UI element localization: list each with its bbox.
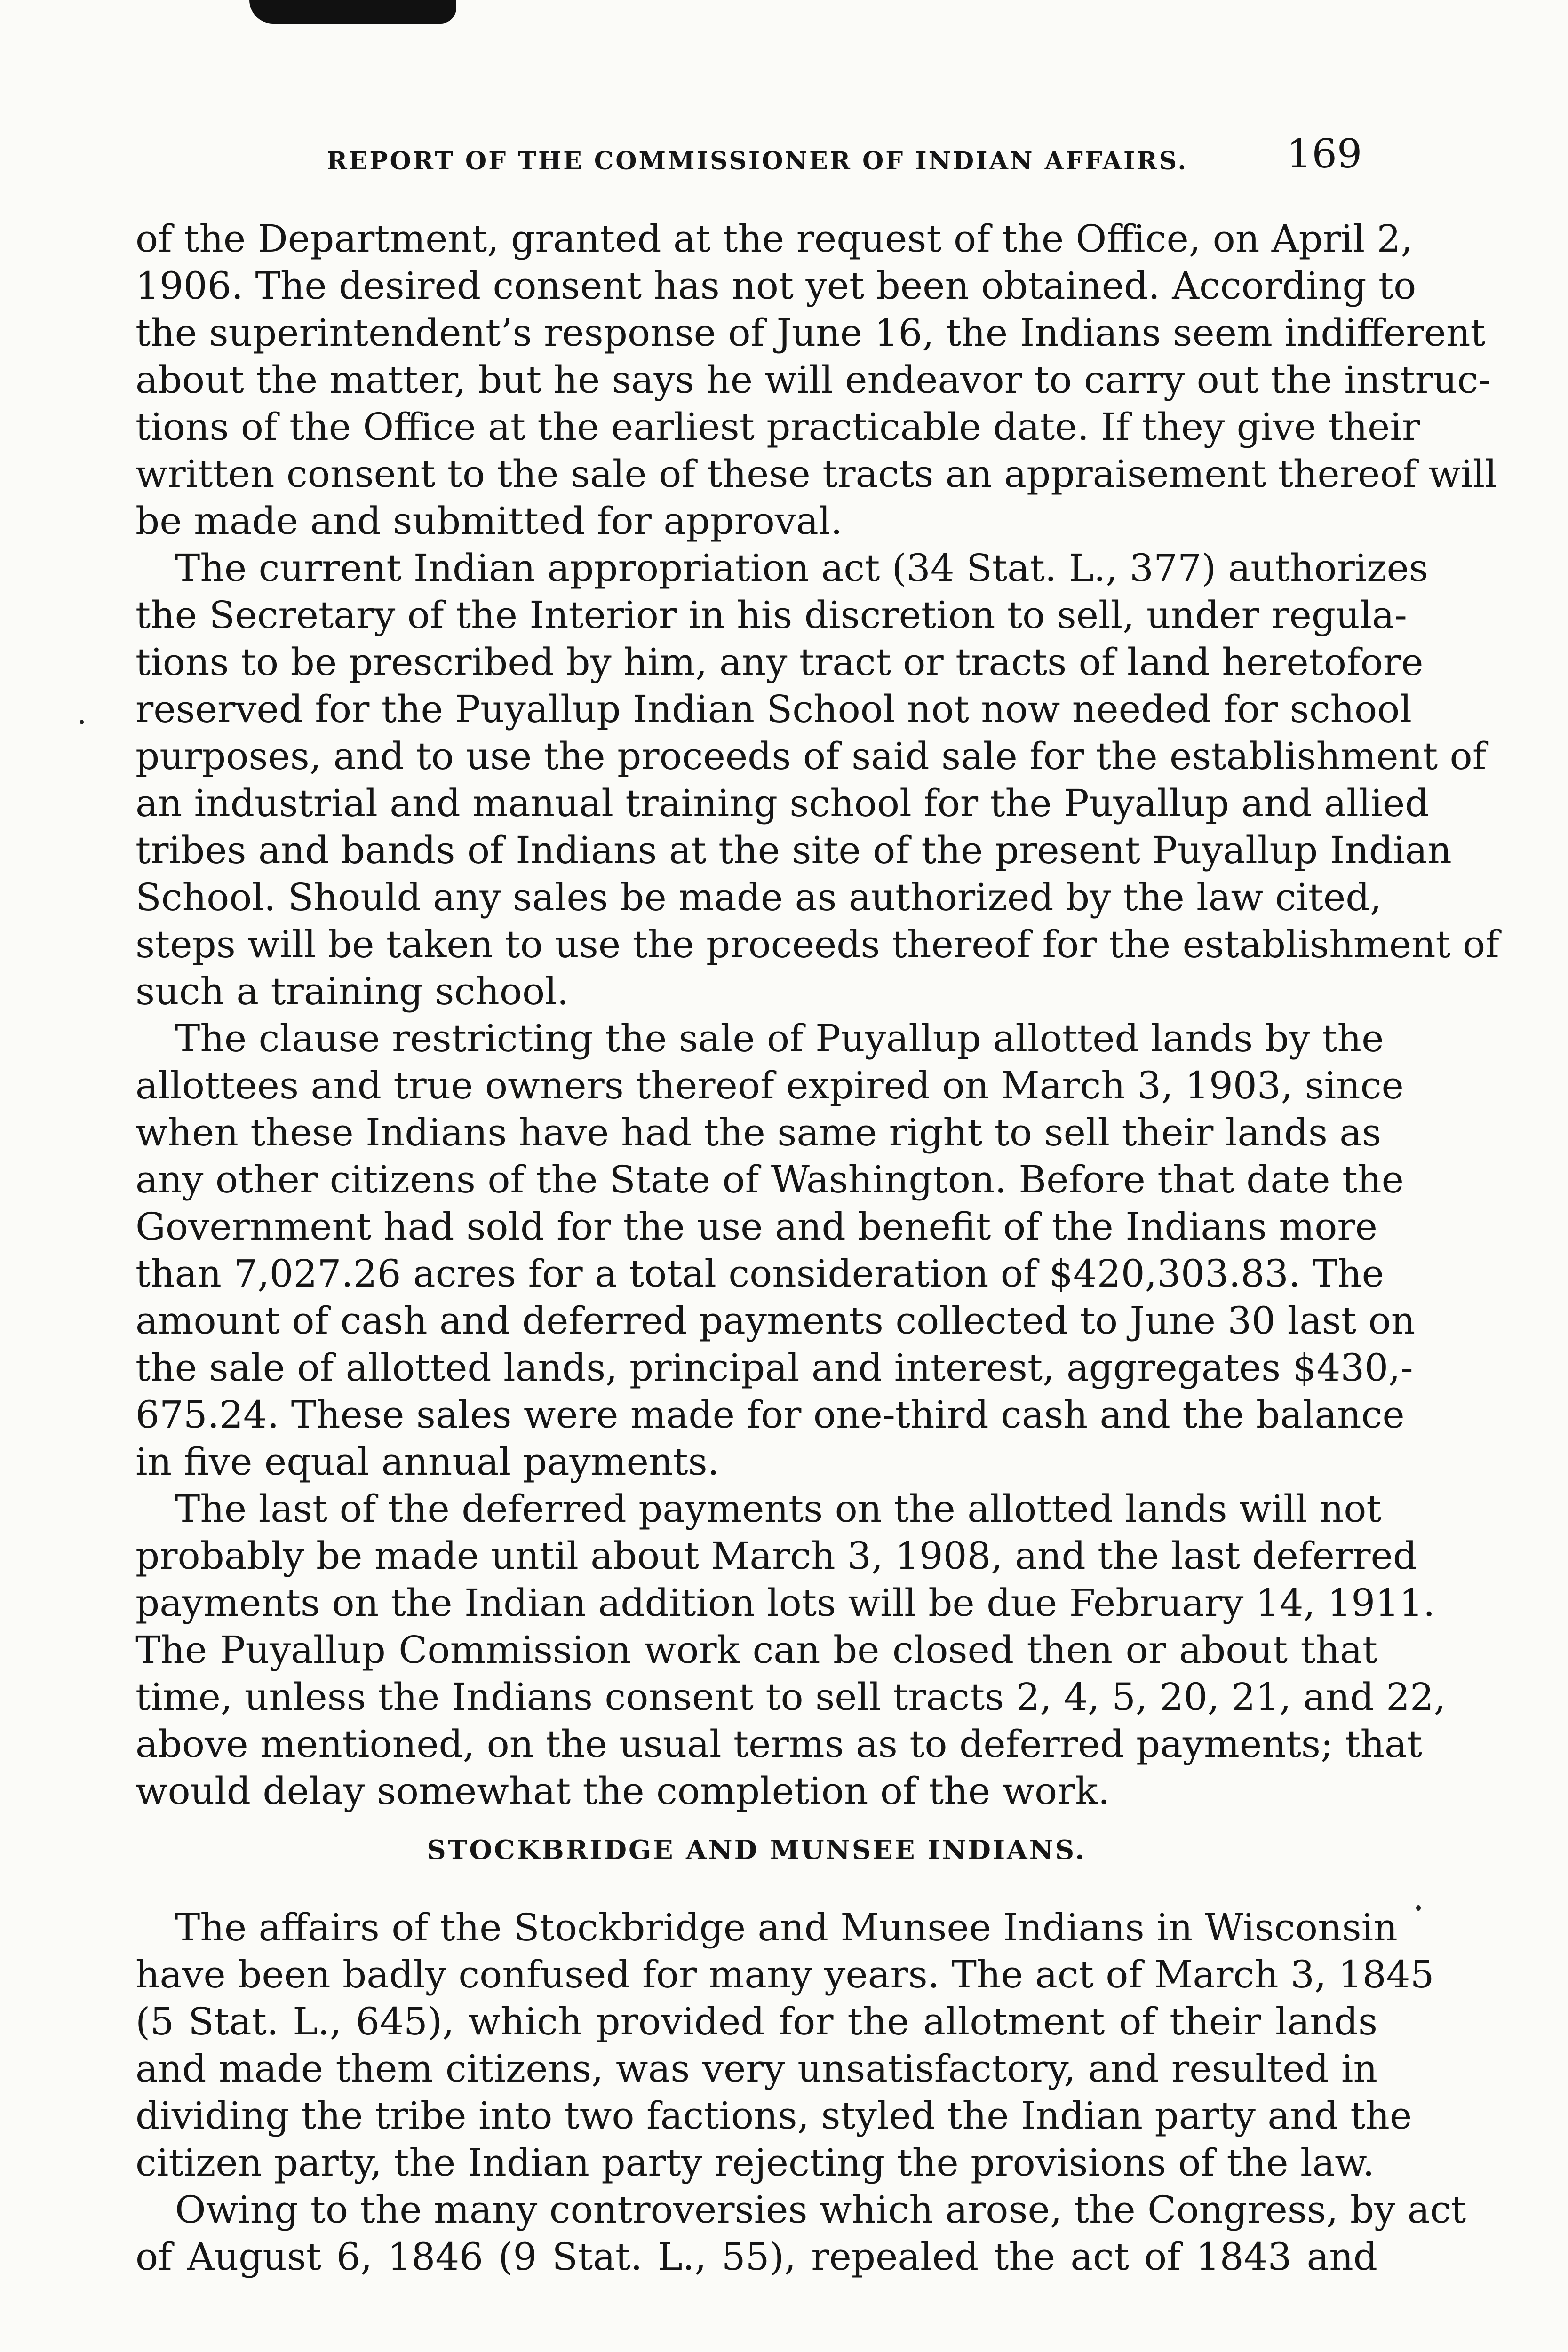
text-line: than 7,027.26 acres for a total consideration of $420,303.83. The <box>135 1252 1385 1295</box>
text-line: when these Indians have had the same right to sell their lands as <box>135 1111 1382 1154</box>
text-line: tions of the Office at the earliest practicable date. If they give their <box>135 405 1420 449</box>
text-line: The affairs of the Stockbridge and Munsee Indians in Wisconsin <box>175 1906 1398 1949</box>
text-line: purposes, and to use the proceeds of said sale for the establishment of <box>135 734 1487 778</box>
text-line: The last of the deferred payments on the allotted lands will not <box>175 1487 1382 1531</box>
text-line: Government had sold for the use and benefit of the Indians more <box>135 1205 1377 1248</box>
text-line: tions to be prescribed by him, any tract or tracts of land heretofore <box>135 640 1424 684</box>
scan-blot-top <box>249 0 456 24</box>
running-head: REPORT OF THE COMMISSIONER OF INDIAN AFFAIRS. <box>326 147 1188 175</box>
text-line: School. Should any sales be made as authorized by the law cited, <box>135 875 1382 919</box>
text-line: (5 Stat. L., 645), which provided for the allotment of their lands <box>135 2000 1377 2043</box>
text-line: The clause restricting the sale of Puyallup allotted lands by the <box>175 1017 1384 1060</box>
text-line: of the Department, granted at the request of the Office, on April 2, <box>135 217 1413 261</box>
text-line: and made them citizens, was very unsatisfactory, and resulted in <box>135 2047 1377 2090</box>
text-line: Owing to the many controversies which arose, the Congress, by act <box>175 2188 1466 2232</box>
text-line: The Puyallup Commission work can be closed then or about that <box>135 1628 1377 1672</box>
scan-speck <box>1416 1905 1421 1911</box>
text-line: about the matter, but he says he will endeavor to carry out the instruc- <box>135 358 1491 402</box>
section-gap <box>135 1876 1377 1904</box>
text-line: 675.24. These sales were made for one-third cash and the balance <box>135 1393 1405 1437</box>
text-line: payments on the Indian addition lots will be due February 14, 1911. <box>135 1581 1435 1625</box>
text-line: the Secretary of the Interior in his discretion to sell, under regula- <box>135 593 1407 637</box>
page-number: 169 <box>1287 131 1362 177</box>
text-line: amount of cash and deferred payments collected to June 30 last on <box>135 1299 1416 1343</box>
text-line: reserved for the Puyallup Indian School not now needed for school <box>135 687 1412 731</box>
text-line: would delay somewhat the completion of the work. <box>135 1769 1110 1813</box>
text-line: above mentioned, on the usual terms as to deferred payments; that <box>135 1722 1422 1766</box>
text-line: of August 6, 1846 (9 Stat. L., 55), repealed the act of 1843 and <box>135 2235 1377 2279</box>
text-line: citizen party, the Indian party rejecting the provisions of the law. <box>135 2141 1375 2185</box>
text-line: such a training school. <box>135 969 569 1013</box>
text-line: be made and submitted for approval. <box>135 499 843 543</box>
text-line: The current Indian appropriation act (34 Stat. L., 377) authorizes <box>175 546 1428 590</box>
text-line: time, unless the Indians consent to sell tracts 2, 4, 5, 20, 21, and 22, <box>135 1675 1446 1719</box>
text-line: in five equal annual payments. <box>135 1440 720 1484</box>
text-line: any other citizens of the State of Washington. Before that date the <box>135 1158 1404 1201</box>
text-line: the superintendent’s response of June 16, the Indians seem indifferent <box>135 311 1486 355</box>
scan-speck <box>80 720 84 724</box>
text-line: have been badly confused for many years. The act of March 3, 1845 <box>135 1953 1434 1996</box>
text-line: written consent to the sale of these tracts an appraisement thereof will <box>135 452 1497 496</box>
text-line: dividing the tribe into two factions, styled the Indian party and the <box>135 2094 1412 2137</box>
text-line: an industrial and manual training school for the Puyallup and allied <box>135 781 1429 825</box>
text-line: allottees and true owners thereof expired on March 3, 1903, since <box>135 1064 1404 1107</box>
section-heading: STOCKBRIDGE AND MUNSEE INDIANS. <box>427 1835 1086 1866</box>
text-line: tribes and bands of Indians at the site of the present Puyallup Indian <box>135 828 1452 872</box>
text-line: steps will be taken to use the proceeds thereof for the establishment of <box>135 922 1499 966</box>
text-line: the sale of allotted lands, principal and interest, aggregates $430,- <box>135 1346 1413 1390</box>
body-text <box>135 215 1499 2280</box>
text-line: probably be made until about March 3, 1908, and the last deferred <box>135 1534 1417 1578</box>
text-line: 1906. The desired consent has not yet been obtained. According to <box>135 264 1417 308</box>
